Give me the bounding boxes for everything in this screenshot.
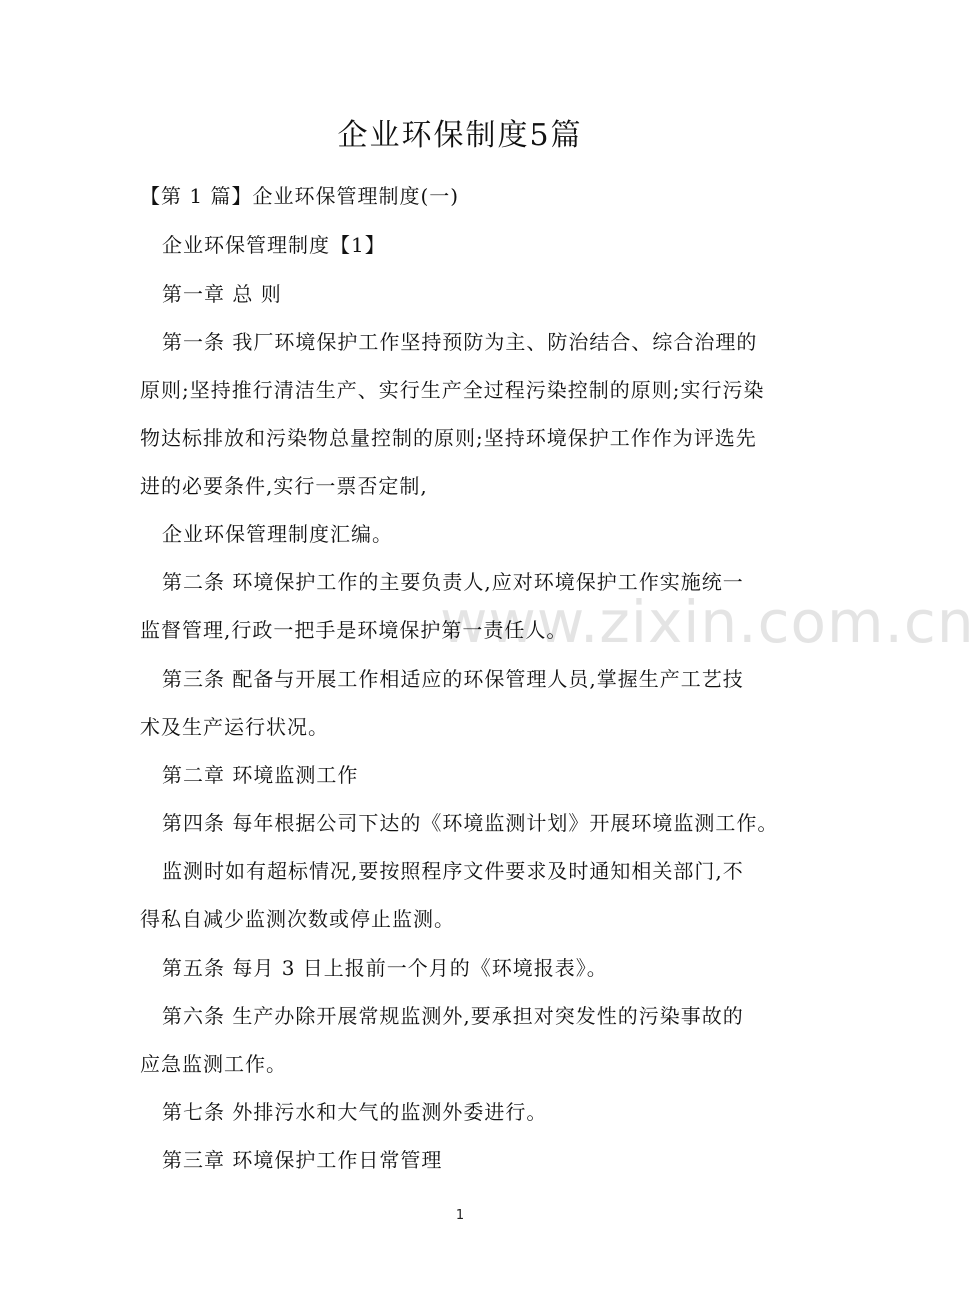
chapter-heading: 第二章 环境监测工作 xyxy=(162,763,359,787)
paragraph-line: 物达标排放和污染物总量控制的原则;坚持环境保护工作作为评选先 xyxy=(140,426,757,450)
paragraph-line: 第三条 配备与开展工作相适应的环保管理人员,掌握生产工艺技 xyxy=(162,667,744,691)
subsection-heading: 企业环保管理制度【1】 xyxy=(162,233,386,257)
paragraph-line: 监测时如有超标情况,要按照程序文件要求及时通知相关部门,不 xyxy=(162,859,744,883)
chapter-heading: 第三章 环境保护工作日常管理 xyxy=(162,1148,443,1172)
paragraph-line: 第五条 每月 3 日上报前一个月的《环境报表》。 xyxy=(162,956,608,980)
paragraph-line: 原则;坚持推行清洁生产、实行生产全过程污染控制的原则;实行污染 xyxy=(140,378,765,402)
paragraph-line: 第四条 每年根据公司下达的《环境监测计划》开展环境监测工作。 xyxy=(162,811,779,835)
paragraph-line: 第六条 生产办除开展常规监测外,要承担对突发性的污染事故的 xyxy=(162,1004,744,1028)
paragraph-line: 第一条 我厂环境保护工作坚持预防为主、防治结合、综合治理的 xyxy=(162,330,758,354)
paragraph-line: 第七条 外排污水和大气的监测外委进行。 xyxy=(162,1100,548,1124)
section-heading: 【第 1 篇】企业环保管理制度(一) xyxy=(140,184,460,208)
paragraph-line: 应急监测工作。 xyxy=(140,1052,287,1076)
chapter-heading: 第一章 总 则 xyxy=(162,282,282,306)
paragraph-line: 监督管理,行政一把手是环境保护第一责任人。 xyxy=(140,618,568,642)
page-number: 1 xyxy=(455,1208,465,1223)
watermark: www.zixin.com.cn xyxy=(440,588,975,656)
paragraph-line: 企业环保管理制度汇编。 xyxy=(162,522,393,546)
paragraph-line: 得私自减少监测次数或停止监测。 xyxy=(140,907,455,931)
document-title: 企业环保制度5篇 xyxy=(337,118,583,153)
paragraph-line: 第二条 环境保护工作的主要负责人,应对环境保护工作实施统一 xyxy=(162,570,744,594)
paragraph-line: 进的必要条件,实行一票否定制, xyxy=(140,474,428,498)
paragraph-line: 术及生产运行状况。 xyxy=(140,715,329,739)
